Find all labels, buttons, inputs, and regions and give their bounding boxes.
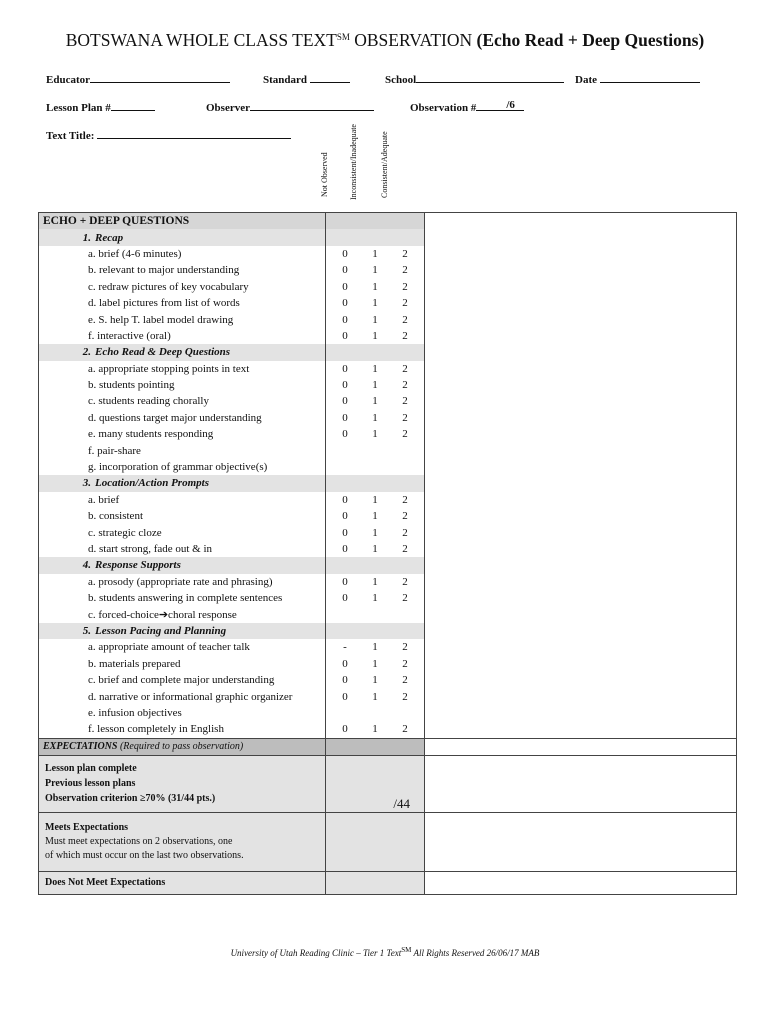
criterion-label: b. students answering in complete sentences xyxy=(88,592,283,605)
score-2[interactable]: 2 xyxy=(402,543,408,555)
table-row xyxy=(39,295,737,311)
score-0[interactable]: 0 xyxy=(342,723,348,736)
score-1[interactable]: 1 xyxy=(372,657,378,670)
criterion-label: b. materials prepared xyxy=(88,657,181,670)
score-1[interactable]: 1 xyxy=(372,493,378,506)
score-0[interactable]: 0 xyxy=(342,297,348,310)
table-row xyxy=(39,574,737,590)
not-meets-row xyxy=(39,871,737,894)
score-1[interactable]: 1 xyxy=(372,362,378,375)
score-1[interactable]: 1 xyxy=(372,510,378,523)
score-1[interactable]: 1 xyxy=(372,592,378,605)
section-number: 4. xyxy=(82,559,91,572)
school-field[interactable]: School xyxy=(385,71,564,86)
criterion-label: c. redraw pictures of key vocabulary xyxy=(88,280,249,293)
observation-criterion: Observation criterion ≥70% (31/44 pts.) xyxy=(45,793,216,805)
table-header-row xyxy=(39,213,737,230)
score-1[interactable]: 1 xyxy=(372,428,378,441)
table-header: ECHO + DEEP QUESTIONS xyxy=(39,213,326,230)
score-2[interactable]: 2 xyxy=(402,329,408,342)
score-0[interactable]: 0 xyxy=(342,690,348,703)
consistent-header: Consistent/Adequate xyxy=(380,131,389,198)
score-2[interactable]: 2 xyxy=(402,674,408,687)
score-1[interactable]: 1 xyxy=(372,690,378,703)
criterion-label: b. students pointing xyxy=(88,379,175,392)
criterion-label: d. label pictures from list of words xyxy=(88,297,240,310)
score-0[interactable]: 0 xyxy=(342,411,348,424)
score-0[interactable]: 0 xyxy=(342,657,348,670)
score-2[interactable]: 2 xyxy=(402,428,408,441)
score-1[interactable]: 1 xyxy=(372,543,378,555)
table-row xyxy=(39,459,737,475)
score-2[interactable]: 2 xyxy=(402,510,408,523)
table-row xyxy=(39,361,737,377)
section-row xyxy=(39,229,737,245)
score-1[interactable]: 1 xyxy=(372,247,378,260)
criterion-label: e. S. help T. label model drawing xyxy=(88,313,234,326)
score-0[interactable]: 0 xyxy=(342,379,348,392)
table-row xyxy=(39,705,737,721)
inconsistent-header: Inconsistent/Inadequate xyxy=(349,124,358,200)
score-1[interactable]: 1 xyxy=(372,264,378,277)
criterion-label: c. students reading chorally xyxy=(88,395,209,408)
date-field[interactable]: Date xyxy=(575,71,700,86)
section-row xyxy=(39,557,737,573)
criterion-label: f. lesson completely in English xyxy=(88,723,224,736)
expectations-note: (Required to pass observation) xyxy=(119,741,244,753)
table-row xyxy=(39,328,737,344)
table-row xyxy=(39,311,737,327)
table-row xyxy=(39,688,737,704)
score-1[interactable]: 1 xyxy=(372,575,378,588)
table-row xyxy=(39,508,737,524)
educator-field[interactable]: Educator xyxy=(46,71,230,86)
table-row xyxy=(39,590,737,606)
score-0[interactable]: 0 xyxy=(342,395,348,408)
score-0[interactable]: 0 xyxy=(342,674,348,687)
lesson-plan-complete: Lesson plan complete xyxy=(45,763,137,775)
criterion-label: d. narrative or informational graphic organizer xyxy=(88,690,293,703)
table-row xyxy=(39,541,737,557)
table-row xyxy=(39,393,737,409)
table-row xyxy=(39,410,737,426)
score-0[interactable]: 0 xyxy=(342,329,348,342)
score-2[interactable]: 2 xyxy=(402,493,408,506)
criterion-label: a. appropriate amount of teacher talk xyxy=(88,641,250,654)
criterion-label: e. infusion objectives xyxy=(88,706,182,719)
section-title: Response Supports xyxy=(95,559,181,572)
section-title: Recap xyxy=(95,231,124,244)
score-2[interactable]: 2 xyxy=(402,575,408,588)
section-row xyxy=(39,344,737,360)
expectations-title: EXPECTATIONS xyxy=(43,741,118,753)
meets-note-2: of which must occur on the last two observations. xyxy=(45,850,244,862)
criterion-label: d. start strong, fade out & in xyxy=(88,543,213,555)
score-1[interactable]: 1 xyxy=(372,395,378,408)
score-1[interactable]: 1 xyxy=(372,280,378,293)
score-1[interactable]: 1 xyxy=(372,313,378,326)
score-2[interactable]: 2 xyxy=(402,641,408,654)
meets-expectations-row xyxy=(39,812,737,871)
score-2[interactable]: 2 xyxy=(402,379,408,392)
score-0[interactable]: 0 xyxy=(342,575,348,588)
score-1[interactable]: 1 xyxy=(372,723,378,736)
score-1[interactable]: 1 xyxy=(372,411,378,424)
observer-field[interactable]: Observer xyxy=(206,99,374,114)
criterion-label: a. brief (4-6 minutes) xyxy=(88,247,182,260)
table-row xyxy=(39,442,737,458)
table-row xyxy=(39,656,737,672)
table-row xyxy=(39,721,737,738)
meets-expectations: Meets Expectations xyxy=(45,822,129,834)
observation-field[interactable]: Observation # /6 xyxy=(410,99,524,114)
section-title: Location/Action Prompts xyxy=(95,477,209,490)
table-row xyxy=(39,492,737,508)
table-row xyxy=(39,639,737,655)
score-2[interactable]: 2 xyxy=(402,526,408,539)
score-1[interactable]: 1 xyxy=(372,526,378,539)
table-row xyxy=(39,279,737,295)
table-row xyxy=(39,262,737,278)
section-number: 3. xyxy=(82,477,91,490)
score-0[interactable]: 0 xyxy=(342,510,348,523)
criterion-label: b. consistent xyxy=(88,510,143,523)
table-row xyxy=(39,426,737,442)
score-2[interactable]: 2 xyxy=(402,264,408,277)
score-0[interactable]: 0 xyxy=(342,313,348,326)
previous-lesson-plans: Previous lesson plans xyxy=(45,778,136,790)
score-2[interactable]: 2 xyxy=(402,723,408,736)
score-2[interactable]: 2 xyxy=(402,280,408,293)
score-0[interactable]: 0 xyxy=(342,264,348,277)
score-1[interactable]: 1 xyxy=(372,379,378,392)
table-row xyxy=(39,377,737,393)
score-2[interactable]: 2 xyxy=(402,247,408,260)
criterion-label: c. forced-choice➔choral response xyxy=(88,609,237,622)
score-2[interactable]: 2 xyxy=(402,395,408,408)
text-title-field[interactable]: Text Title: xyxy=(46,127,291,142)
does-not-meet-expectations: Does Not Meet Expectations xyxy=(45,877,166,889)
lesson-plan-field[interactable]: Lesson Plan # xyxy=(46,99,155,114)
section-title: Echo Read & Deep Questions xyxy=(95,346,231,359)
criterion-label: e. many students responding xyxy=(88,428,214,441)
section-number: 1. xyxy=(82,231,91,244)
score-2[interactable]: 2 xyxy=(402,297,408,310)
score-0[interactable]: 0 xyxy=(342,280,348,293)
score-2[interactable]: 2 xyxy=(402,592,408,605)
standard-field[interactable]: Standard xyxy=(263,71,350,86)
section-number: 5. xyxy=(82,624,91,637)
criterion-label: f. pair-share xyxy=(88,444,141,457)
score-2[interactable]: 2 xyxy=(402,313,408,326)
section-row xyxy=(39,475,737,491)
score-0[interactable]: - xyxy=(343,641,347,654)
criterion-label: a. prosody (appropriate rate and phrasing) xyxy=(88,575,273,588)
criterion-label: a. appropriate stopping points in text xyxy=(88,362,250,375)
score-0[interactable]: 0 xyxy=(342,428,348,441)
section-number: 2. xyxy=(82,346,91,359)
meets-note-1: Must meet expectations on 2 observations, one xyxy=(45,836,233,848)
criterion-label: c. brief and complete major understanding xyxy=(88,674,275,687)
expectations-criteria-row xyxy=(39,755,737,812)
criterion-label: c. strategic cloze xyxy=(88,526,162,539)
score-0[interactable]: 0 xyxy=(342,592,348,605)
score-2[interactable]: 2 xyxy=(402,657,408,670)
criterion-label: b. relevant to major understanding xyxy=(88,264,240,277)
score-2[interactable]: 2 xyxy=(402,690,408,703)
footer: University of Utah Reading Clinic – Tier 1 Text℠ All Rights Reserved 26/06/17 MAB xyxy=(230,946,540,958)
total-score[interactable]: /44 xyxy=(326,755,425,812)
observation-table xyxy=(38,212,737,895)
score-1[interactable]: 1 xyxy=(372,329,378,342)
table-row xyxy=(39,524,737,540)
criterion-label: g. incorporation of grammar objective(s) xyxy=(88,461,268,474)
score-1[interactable]: 1 xyxy=(372,297,378,310)
score-0[interactable]: 0 xyxy=(342,493,348,506)
section-title: Lesson Pacing and Planning xyxy=(95,624,227,637)
expectations-header-row xyxy=(39,738,737,755)
table-row xyxy=(39,246,737,262)
score-0[interactable]: 0 xyxy=(342,526,348,539)
section-row xyxy=(39,623,737,639)
table-row xyxy=(39,606,737,622)
score-0[interactable]: 0 xyxy=(342,247,348,260)
score-1[interactable]: 1 xyxy=(372,674,378,687)
score-0[interactable]: 0 xyxy=(342,543,348,555)
not-observed-header: Not Observed xyxy=(320,152,329,197)
criterion-label: d. questions target major understanding xyxy=(88,411,262,424)
page-title: BOTSWANA WHOLE CLASS TEXT℠ OBSERVATION (Echo Read + Deep Questions) xyxy=(65,30,705,50)
criterion-label: a. brief xyxy=(88,493,120,506)
score-1[interactable]: 1 xyxy=(372,641,378,654)
score-2[interactable]: 2 xyxy=(402,362,408,375)
table-row xyxy=(39,672,737,688)
criterion-label: f. interactive (oral) xyxy=(88,329,171,342)
score-2[interactable]: 2 xyxy=(402,411,408,424)
score-0[interactable]: 0 xyxy=(342,362,348,375)
